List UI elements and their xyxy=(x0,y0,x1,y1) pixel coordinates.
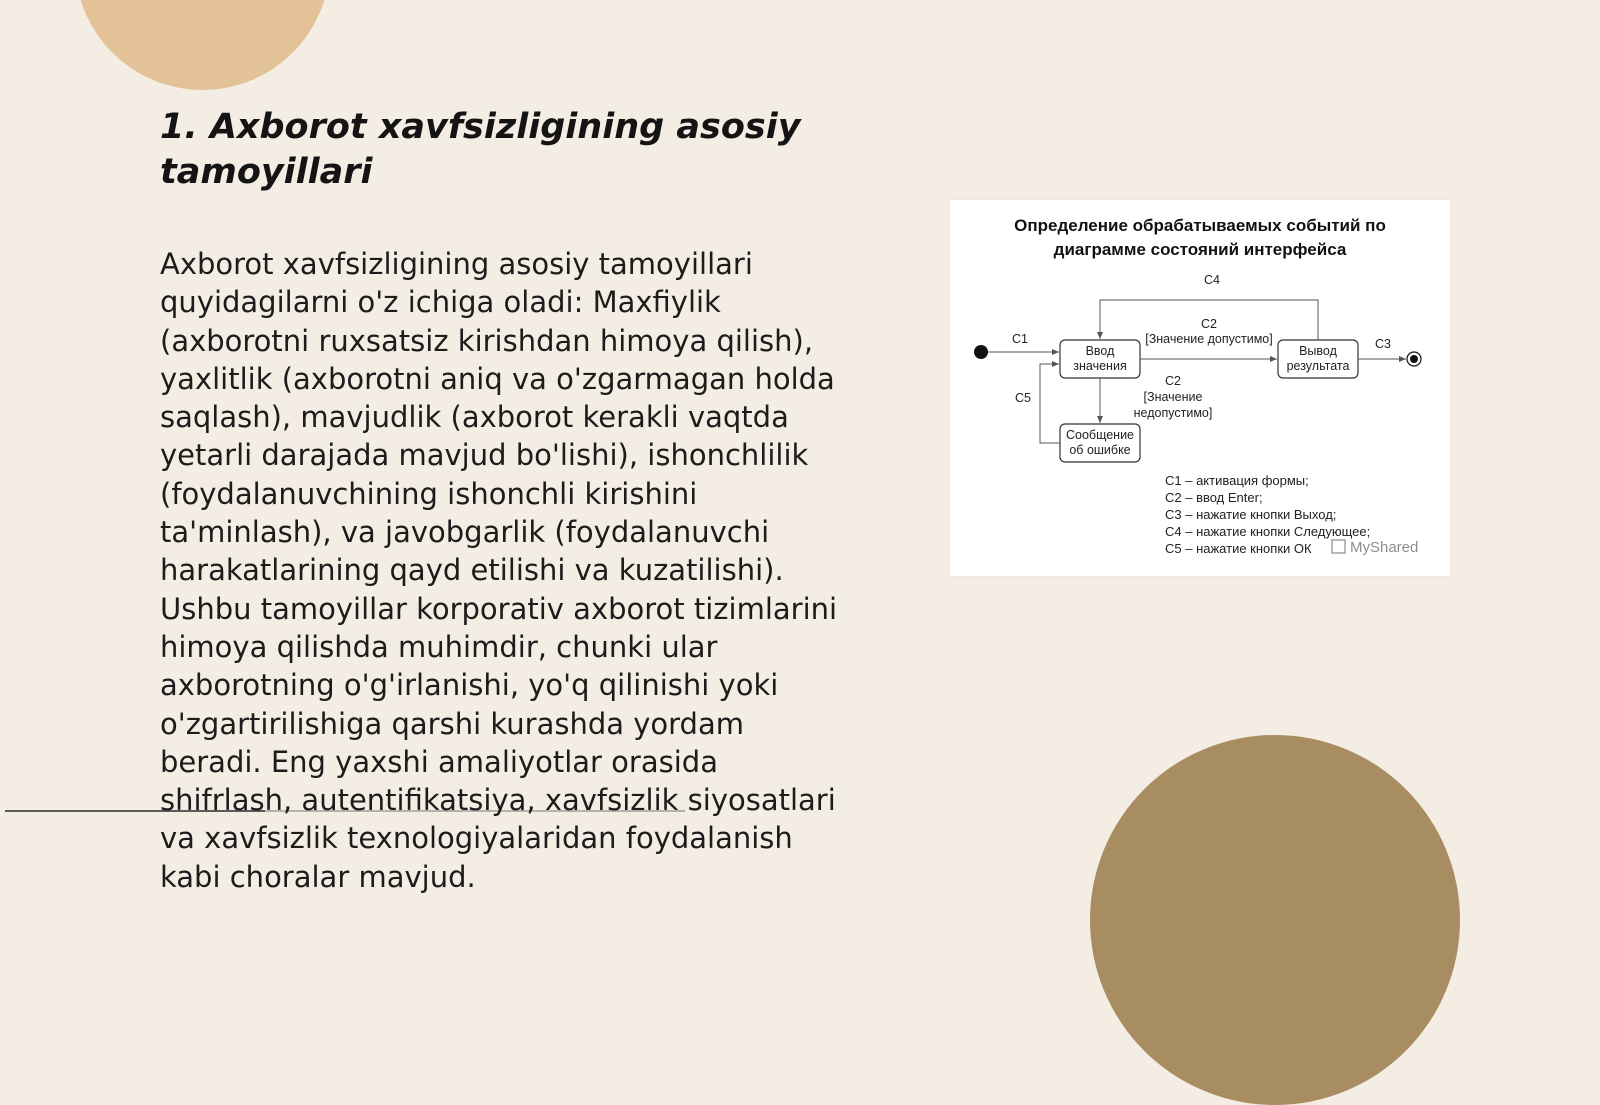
legend-item-c5: C5 – нажатие кнопки ОК xyxy=(1165,541,1312,556)
state-output-line1: Вывод xyxy=(1299,344,1337,358)
transition-c5-line xyxy=(1040,364,1060,443)
state-input-line2: значения xyxy=(1073,359,1127,373)
legend-item-c3: C3 – нажатие кнопки Выход; xyxy=(1165,507,1337,522)
transition-c2-invalid-label: C2 xyxy=(1165,374,1181,388)
legend-item-c2: C2 – ввод Enter; xyxy=(1165,490,1263,505)
transition-c1-label: C1 xyxy=(1012,332,1028,346)
state-diagram-image xyxy=(950,200,1450,576)
diagram-title-line1: Определение обрабатываемых событий по xyxy=(1014,216,1386,235)
transition-c2-invalid-guard2: недопустимо] xyxy=(1133,406,1213,420)
legend-item-c1: C1 – активация формы; xyxy=(1165,473,1309,488)
diagram-title-line2: диаграмме состояний интерфейса xyxy=(1053,240,1347,259)
transition-c2-valid-guard: [Значение допустимо] xyxy=(1145,332,1273,346)
state-output-line2: результата xyxy=(1286,359,1350,373)
transition-c4-label: C4 xyxy=(1204,273,1220,287)
transition-c2-invalid-guard1: [Значение xyxy=(1143,390,1203,404)
transition-c3-label: C3 xyxy=(1375,337,1391,351)
transition-c5-label: C5 xyxy=(1015,391,1031,405)
state-error-line2: об ошибке xyxy=(1069,443,1131,457)
final-state-dot xyxy=(1410,355,1418,363)
legend-item-c4: C4 – нажатие кнопки Следующее; xyxy=(1165,524,1371,539)
decor-circle-top xyxy=(75,0,330,90)
state-diagram xyxy=(950,200,1450,576)
transition-c2-valid-label: C2 xyxy=(1201,317,1217,331)
initial-state-dot xyxy=(974,345,988,359)
watermark-icon xyxy=(1332,540,1345,553)
slide-title: 1. Axborot xavfsizligining asosiy tamoyillari xyxy=(160,107,801,192)
decor-circle-bottom xyxy=(1090,735,1460,1105)
slide-body-text: Axborot xavfsizligining asosiy tamoyillari quyidagilarni o'z ichiga oladi: Maxfiylik (axborotni ruxsatsiz kirishdan himoya qilish), yaxlitlik (axborotni aniq va o'zgarmagan holda saqlash), mavjudlik (axborot kerakli vaqtda yetarli darajada mavjud bo'lishi), ishonchlilik (foydalanuvchining ishonchli kirishini ta'minlash), va javobgarlik (foydalanuvchi harakatlarining qayd etilishi va kuzatilishi). Ushbu tamoyillar korporativ axborot tizimlarini himoya qilishda muhimdir, chunki ular axborotning o'g'irlanishi, yo'q qilinishi yoki o'zgartirilishiga qarshi kurashda yordam beradi. Eng yaxshi amaliyotlar orasida shifrlash, autentifikatsiya, xavfsizlik siyosatlari va xavfsizlik texnologiyalaridan foydalanish kabi choralar mavjud. xyxy=(160,247,838,894)
state-input-line1: Ввод xyxy=(1085,344,1115,358)
watermark-text: MyShared xyxy=(1350,539,1419,556)
state-error-line1: Сообщение xyxy=(1065,428,1135,442)
